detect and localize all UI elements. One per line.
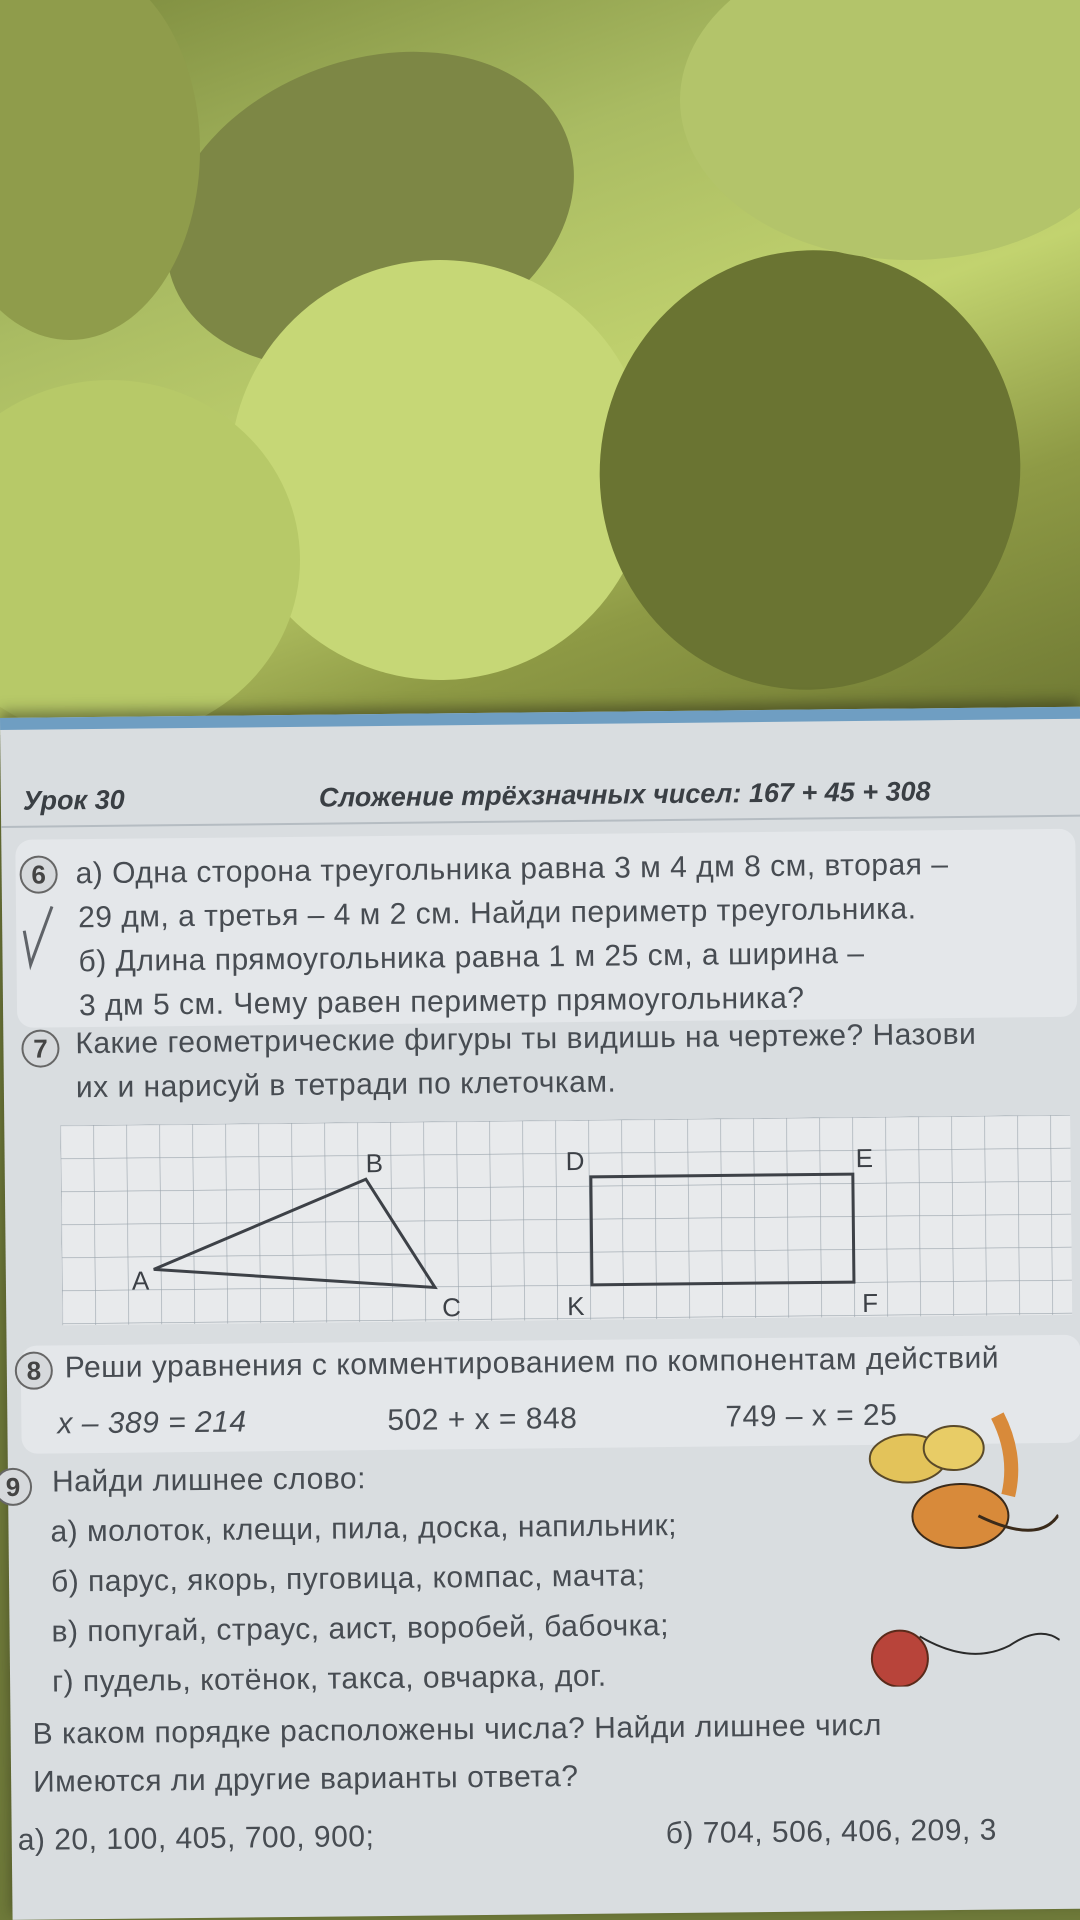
task-6-line-3: б) Длина прямоугольника равна 1 м 25 см, а ширина – (78, 936, 865, 979)
task-9-item-a: а) молоток, клещи, пила, доска, напильник; (50, 1508, 678, 1549)
equation-3: 749 – x = 25 (725, 1398, 898, 1434)
task-10-line-2: Имеются ли другие варианты ответа? (32, 1760, 579, 1799)
fabric-fold-dark (565, 217, 1055, 723)
task-number-8: 8 (15, 1351, 53, 1389)
task-9-item-c: в) попугай, страус, аист, воробей, бабочка; (51, 1609, 670, 1649)
task-number-9: 9 (0, 1468, 32, 1506)
point-k-label: K (567, 1290, 585, 1322)
task-10-line-1: В каком порядке расположены числа? Найди лишнее числ (32, 1708, 883, 1751)
task-6-box (15, 829, 1077, 1028)
cat-butterfly-ball-illustration (857, 1395, 1060, 1687)
textbook-page (0, 707, 1080, 1920)
point-d-label: D (565, 1145, 585, 1177)
task-10-part-b: б) 704, 506, 406, 209, 3 (665, 1813, 997, 1851)
equation-2: 502 + x = 848 (387, 1401, 578, 1437)
task-6-line-1: а) Одна сторона треугольника равна 3 м 4 дм 8 см, вторая – (75, 848, 949, 891)
task-9-item-d: г) пудель, котёнок, такса, овчарка, дог. (51, 1659, 607, 1699)
equation-1: x – 389 = 214 (57, 1405, 247, 1441)
task-7-line-1: Какие геометрические фигуры ты видишь на чертеже? Назови (75, 1017, 977, 1061)
lesson-title: Сложение трёхзначных чисел: 167 + 45 + 308 (318, 776, 931, 813)
task-9-title: Найди лишнее слово: (51, 1462, 367, 1499)
geometry-grid (60, 1115, 1072, 1331)
fabric-fold-light (680, 0, 1080, 260)
task-number-6: 6 (19, 855, 57, 893)
task-9-item-b: б) парус, якорь, пуговица, компас, мачта; (50, 1559, 646, 1599)
point-f-label: F (862, 1287, 879, 1319)
point-c-label: C (442, 1292, 462, 1323)
lesson-label: Урок 30 (22, 784, 125, 816)
task-7-line-2: их и нарисуй в тетради по клеточкам. (75, 1065, 617, 1105)
lesson-header (1, 763, 1080, 828)
point-e-label: E (855, 1142, 874, 1174)
point-a-label: A (131, 1265, 150, 1296)
point-b-label: B (365, 1148, 384, 1179)
pencil-checkmark (18, 902, 59, 972)
fabric-fold-dark (0, 0, 200, 340)
task-6-line-4: 3 дм 5 см. Чему равен периметр прямоугольника? (78, 981, 805, 1023)
task-number-7: 7 (21, 1029, 59, 1067)
green-fabric-background (0, 0, 1080, 735)
task-10-part-a: а) 20, 100, 405, 700, 900; (17, 1820, 375, 1857)
task-8-text: Реши уравнения с комментированием по компонентам действий (64, 1341, 1000, 1385)
task-6-line-2: 29 дм, а третья – 4 м 2 см. Найди периметр треугольника. (77, 892, 917, 935)
